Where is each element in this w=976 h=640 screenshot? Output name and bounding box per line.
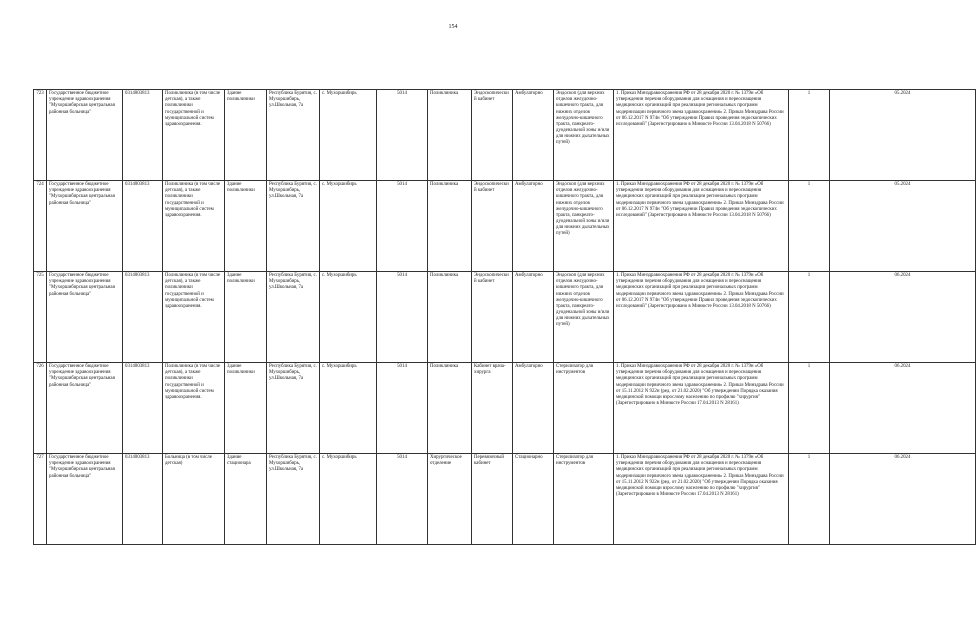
table-row (34, 90, 976, 181)
quantity-cell: 1 (789, 181, 830, 272)
inn-code-cell: 0314003813 (123, 454, 163, 545)
legal-basis-cell: 1. Приказ Минздравоохранения РФ от 28 декабря 2020 г. № 1379н «Об утверждении перечня оборудования для оснащения и переоснащения медицинских организаций при реализации региональных программ модернизации первичного звена здравоохранения» 2. Приказ Минздрава России от 15.11.2012 N 922н (ред. от 21.02.2020) "Об утверждении Порядка оказания медицинской помощи взрослому населению по профилю "хирургия" (Зарегистрировано в Минюсте России 17.04.2013 N 28161) (614, 454, 789, 545)
delivery-date-cell: 06.2024 (830, 454, 976, 545)
division-type-cell: Поликлиника (в том числе детская), а также поликлиники государственной и муниципальной систем здравоохранения. (163, 363, 225, 454)
inn-code-cell: 0314003813 (123, 90, 163, 181)
building-name-cell: Здание поликлиники (225, 363, 267, 454)
division-type-cell: Поликлиника (в том числе детская), а также поликлиники государственной и муниципальной систем здравоохранения. (163, 90, 225, 181)
department-cell: Поликлиника (428, 181, 472, 272)
settlement-cell: с. Мухоршибирь (320, 181, 377, 272)
row-number-cell: 727 (34, 454, 47, 545)
address-cell: Республика Бурятия, с. Мухоршибирь, ул.Школьная, 7а (267, 272, 320, 363)
quantity-cell: 1 (789, 454, 830, 545)
department-cell: Поликлиника (428, 363, 472, 454)
organization-name-cell: Государственное бюджетное учреждение здравоохранения "Мухоршибирская центральная районная больница" (47, 272, 123, 363)
organization-name-cell: Государственное бюджетное учреждение здравоохранения "Мухоршибирская центральная районная больница" (47, 181, 123, 272)
care-form-cell: Амбулаторно (513, 90, 554, 181)
cabinet-cell: Эндоскопический кабинет (472, 181, 513, 272)
settlement-cell: с. Мухоршибирь (320, 363, 377, 454)
row-number-cell: 723 (34, 90, 47, 181)
division-type-cell: Поликлиника (в том числе детская), а также поликлиники государственной и муниципальной систем здравоохранения. (163, 181, 225, 272)
row-number-cell: 724 (34, 181, 47, 272)
delivery-date-cell: 05.2024 (830, 181, 976, 272)
settlement-cell: с. Мухоршибирь (320, 272, 377, 363)
department-cell: Поликлиника (428, 272, 472, 363)
building-name-cell: Здание поликлиники (225, 181, 267, 272)
quantity-cell: 1 (789, 272, 830, 363)
equipment-name-cell: Стерилизатор для инструментов (554, 363, 614, 454)
equipment-name-cell: Эндоскоп (для верхних отделов желудочно-кишечного тракта, для нижних отделов желудочно-кишечного тракта, панкреато-дуоденальной зоны и/или для нижних дыхательных путей) (554, 90, 614, 181)
equipment-registry-table (33, 89, 976, 545)
delivery-date-cell: 06.2024 (830, 363, 976, 454)
oktmo-code-cell: 5014 (377, 90, 428, 181)
building-name-cell: Здание поликлиники (225, 90, 267, 181)
care-form-cell: Амбулаторно (513, 272, 554, 363)
department-cell: Поликлиника (428, 90, 472, 181)
cabinet-cell: Эндоскопический кабинет (472, 90, 513, 181)
equipment-name-cell: Эндоскоп (для верхних отделов желудочно-кишечного тракта, для нижних отделов желудочно-кишечного тракта, панкреато-дуоденальной зоны и/или для нижних дыхательных путей) (554, 181, 614, 272)
page-number: 154 (448, 24, 458, 30)
care-form-cell: Амбулаторно (513, 363, 554, 454)
legal-basis-cell: 1. Приказ Минздравоохранения РФ от 28 декабря 2020 г. № 1379н «Об утверждении перечня оборудования для оснащения и переоснащения медицинских организаций при реализации региональных программ модернизации первичного звена здравоохранения» 2. Приказ Минздрава России от 06.12.2017 N 974н "Об утверждении Правил проведения эндоскопических исследований" (Зарегистрировано в Минюсте России 13.04.2018 N 50766) (614, 90, 789, 181)
oktmo-code-cell: 5014 (377, 454, 428, 545)
table-row (34, 363, 976, 454)
cabinet-cell: Перевязочный кабинет (472, 454, 513, 545)
building-name-cell: Здание стационара (225, 454, 267, 545)
quantity-cell: 1 (789, 363, 830, 454)
organization-name-cell: Государственное бюджетное учреждение здравоохранения "Мухоршибирская центральная районная больница" (47, 454, 123, 545)
table-body (34, 90, 976, 545)
care-form-cell: Амбулаторно (513, 181, 554, 272)
settlement-cell: с. Мухоршибирь (320, 454, 377, 545)
address-cell: Республика Бурятия, с. Мухоршибирь, ул.Школьная, 7а (267, 90, 320, 181)
row-number-cell: 725 (34, 272, 47, 363)
equipment-name-cell: Эндоскоп (для верхних отделов желудочно-кишечного тракта, для нижних отделов желудочно-кишечного тракта, панкреато-дуоденальной зоны и/или для нижних дыхательных путей) (554, 272, 614, 363)
organization-name-cell: Государственное бюджетное учреждение здравоохранения "Мухоршибирская центральная районная больница" (47, 363, 123, 454)
settlement-cell: с. Мухоршибирь (320, 90, 377, 181)
table-row (34, 454, 976, 545)
oktmo-code-cell: 5014 (377, 272, 428, 363)
inn-code-cell: 0314003813 (123, 363, 163, 454)
legal-basis-cell: 1. Приказ Минздравоохранения РФ от 28 декабря 2020 г. № 1379н «Об утверждении перечня оборудования для оснащения и переоснащения медицинских организаций при реализации региональных программ модернизации первичного звена здравоохранения» 2. Приказ Минздрава России от 06.12.2017 N 974н "Об утверждении Правил проведения эндоскопических исследований" (Зарегистрировано в Минюсте России 13.04.2018 N 50766) (614, 181, 789, 272)
address-cell: Республика Бурятия, с. Мухоршибирь, ул.Школьная, 7а (267, 181, 320, 272)
building-name-cell: Здание поликлиники (225, 272, 267, 363)
division-type-cell: Поликлиника (в том числе детская), а также поликлиники государственной и муниципальной систем здравоохранения. (163, 272, 225, 363)
cabinet-cell: Эндоскопический кабинет (472, 272, 513, 363)
row-number-cell: 726 (34, 363, 47, 454)
address-cell: Республика Бурятия, с. Мухоршибирь, ул.Школьная, 7а (267, 454, 320, 545)
oktmo-code-cell: 5014 (377, 181, 428, 272)
quantity-cell: 1 (789, 90, 830, 181)
delivery-date-cell: 05.2024 (830, 90, 976, 181)
table-row (34, 181, 976, 272)
oktmo-code-cell: 5014 (377, 363, 428, 454)
department-cell: Хирургическое отделение (428, 454, 472, 545)
delivery-date-cell: 06.2024 (830, 272, 976, 363)
address-cell: Республика Бурятия, с. Мухоршибирь, ул.Школьная, 7а (267, 363, 320, 454)
legal-basis-cell: 1. Приказ Минздравоохранения РФ от 28 декабря 2020 г. № 1379н «Об утверждении перечня оборудования для оснащения и переоснащения медицинских организаций при реализации региональных программ модернизации первичного звена здравоохранения» 2. Приказ Минздрава России от 15.11.2012 N 922н (ред. от 21.02.2020) "Об утверждении Порядка оказания медицинской помощи взрослому населению по профилю "хирургия" (Зарегистрировано в Минюсте России 17.04.2013 N 28161) (614, 363, 789, 454)
equipment-name-cell: Стерилизатор для инструментов (554, 454, 614, 545)
table-row (34, 272, 976, 363)
legal-basis-cell: 1. Приказ Минздравоохранения РФ от 28 декабря 2020 г. № 1379н «Об утверждении перечня оборудования для оснащения и переоснащения медицинских организаций при реализации региональных программ модернизации первичного звена здравоохранения» 2. Приказ Минздрава России от 06.12.2017 N 974н "Об утверждении Правил проведения эндоскопических исследований" (Зарегистрировано в Минюсте России 13.04.2018 N 50766) (614, 272, 789, 363)
cabinet-cell: Кабинет врача-хирурга (472, 363, 513, 454)
inn-code-cell: 0314003813 (123, 181, 163, 272)
division-type-cell: Больница (в том числе детская) (163, 454, 225, 545)
care-form-cell: Стационарно (513, 454, 554, 545)
organization-name-cell: Государственное бюджетное учреждение здравоохранения "Мухоршибирская центральная районная больница" (47, 90, 123, 181)
inn-code-cell: 0314003813 (123, 272, 163, 363)
